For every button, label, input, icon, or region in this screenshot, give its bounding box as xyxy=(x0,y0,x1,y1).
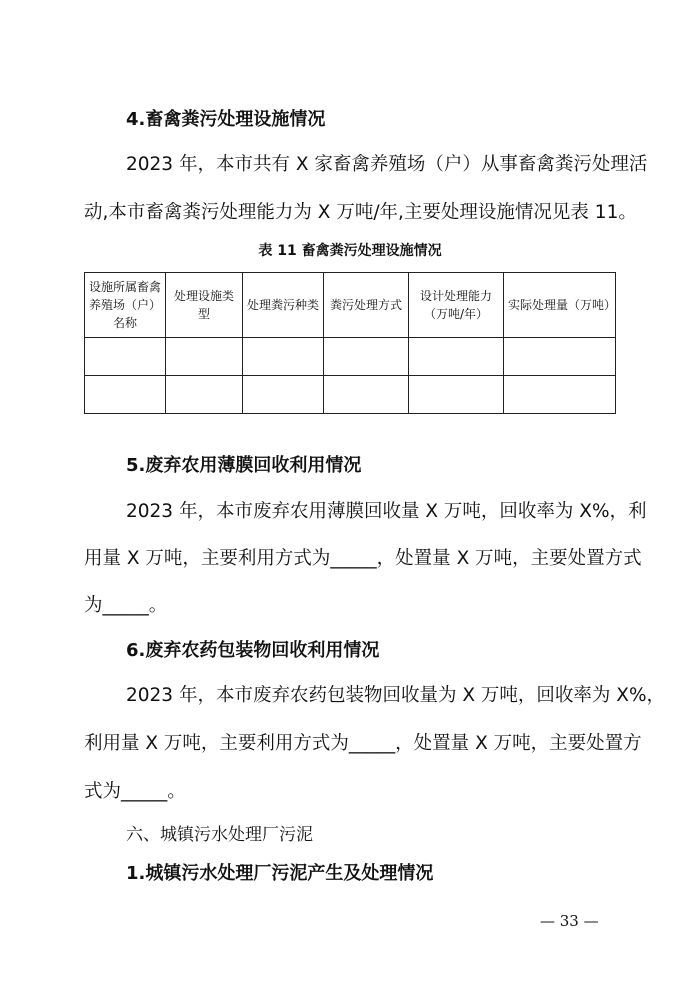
table-row xyxy=(85,376,616,414)
page-number: — 33 — xyxy=(540,912,599,930)
table-cell xyxy=(324,338,409,376)
table-caption: 表 11 畜禽粪污处理设施情况 xyxy=(258,243,442,259)
column-header: 实际处理量（万吨） xyxy=(504,273,616,338)
paragraph-line: 2023 年，本市废弃农药包装物回收量为 X 万吨，回收率为 X%， xyxy=(126,685,666,706)
paragraph-line: 动,本市畜禽粪污处理能力为 X 万吨/年,主要处理设施情况见表 11。 xyxy=(84,202,637,223)
section-heading: 5.废弃农用薄膜回收利用情况 xyxy=(126,455,362,476)
table-cell xyxy=(166,338,243,376)
column-header: 粪污处理方式 xyxy=(324,273,409,338)
table-cell xyxy=(243,376,324,414)
paragraph-line: 为_____。 xyxy=(84,595,168,616)
table-cell xyxy=(409,338,504,376)
table-cell xyxy=(85,376,166,414)
chapter-heading: 六、城镇污水处理厂污泥 xyxy=(126,825,313,845)
column-header: 处理粪污种类 xyxy=(243,273,324,338)
column-header: 处理设施类型 xyxy=(166,273,243,338)
paragraph-line: 用量 X 万吨，主要利用方式为_____，处置量 X 万吨，主要处置方式 xyxy=(84,548,642,569)
paragraph-line: 2023 年，本市共有 X 家畜禽养殖场（户）从事畜禽粪污处理活 xyxy=(126,154,648,175)
table-header-row xyxy=(85,273,616,338)
table-cell xyxy=(166,376,243,414)
section-heading: 4.畜禽粪污处理设施情况 xyxy=(126,109,326,130)
table-cell xyxy=(409,376,504,414)
section-heading: 6.废弃农药包装物回收利用情况 xyxy=(126,640,380,661)
table-cell xyxy=(504,338,616,376)
paragraph-line: 利用量 X 万吨，主要利用方式为_____，处置量 X 万吨，主要处置方 xyxy=(84,733,642,754)
paragraph-line: 式为_____。 xyxy=(84,781,186,802)
table-cell xyxy=(85,338,166,376)
column-header: 设计处理能力（万吨/年） xyxy=(409,273,504,338)
table-row xyxy=(85,338,616,376)
table-cell xyxy=(504,376,616,414)
table-cell xyxy=(243,338,324,376)
column-header: 设施所属畜禽养殖场（户）名称 xyxy=(85,273,166,338)
table-cell xyxy=(324,376,409,414)
paragraph-line: 2023 年，本市废弃农用薄膜回收量 X 万吨，回收率为 X%，利 xyxy=(126,501,647,522)
section-heading: 1.城镇污水处理厂污泥产生及处理情况 xyxy=(126,863,434,884)
facility-table xyxy=(84,272,616,414)
